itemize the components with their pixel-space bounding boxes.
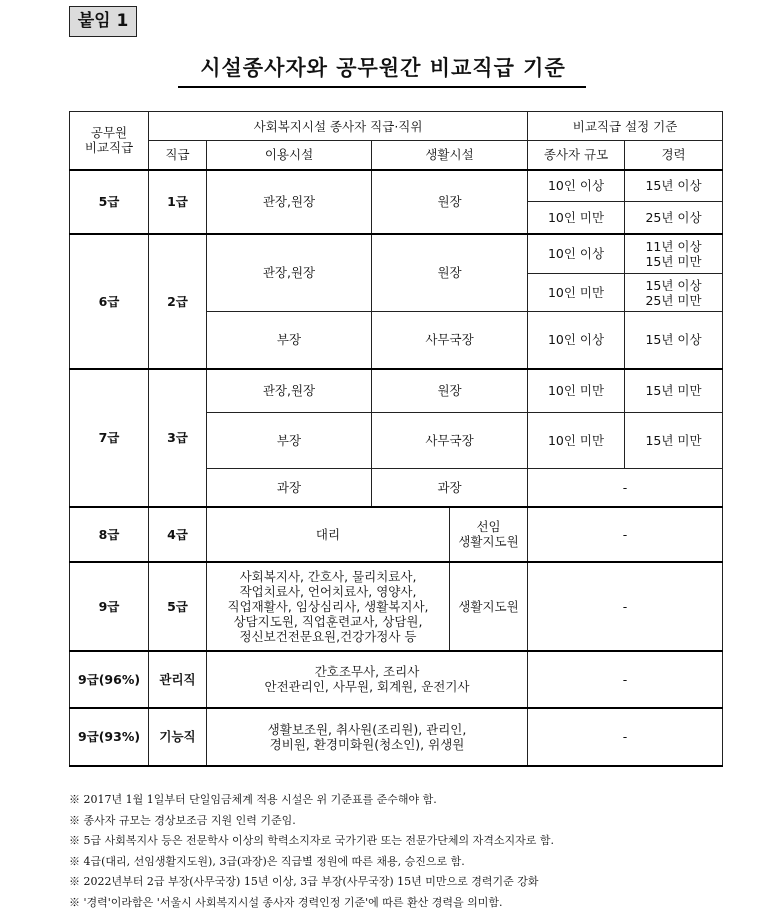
career-cell: 15년 미만 <box>625 413 723 469</box>
staff-size-cell: 10인 미만 <box>528 413 625 469</box>
footnotes <box>69 790 759 913</box>
living-facility-cell: 생활지도원 <box>450 562 528 651</box>
grade-cell: 6급 <box>70 234 149 369</box>
standard-dash-cell: - <box>528 562 723 651</box>
use-facility-cell: 부장 <box>207 413 372 469</box>
rank-cell: 3급 <box>149 369 207 507</box>
staff-size-cell: 10인 이상 <box>528 312 625 369</box>
standard-dash-cell: - <box>528 651 723 708</box>
rank-cell: 2급 <box>149 234 207 369</box>
footnote: ※ 4급(대리, 선임생활지도원), 3급(과장)은 직급별 정원에 따른 채용, 승진으로 함. <box>69 852 759 873</box>
living-facility-cell: 원장 <box>372 170 528 234</box>
grade-cell: 9급 <box>70 562 149 651</box>
living-facility-cell: 사무국장 <box>372 312 528 369</box>
grade-cell: 9급(96%) <box>70 651 149 708</box>
living-facility-cell: 원장 <box>372 369 528 413</box>
rank-cell: 기능직 <box>149 708 207 766</box>
attachment-badge: 붙임 1 <box>69 6 137 37</box>
career-cell: 25년 이상 <box>625 202 723 234</box>
grade-comparison-table <box>69 111 723 767</box>
use-facility-cell: 관장,원장 <box>207 170 372 234</box>
footnote: ※ 2022년부터 2급 부장(사무국장) 15년 이상, 3급 부장(사무국장) 15년 미만으로 경력기준 강화 <box>69 872 759 893</box>
staff-size-cell: 10인 미만 <box>528 274 625 312</box>
career-cell: 15년 미만 <box>625 369 723 413</box>
living-facility-cell: 과장 <box>372 469 528 507</box>
grade-cell: 9급(93%) <box>70 708 149 766</box>
use-facility-cell: 과장 <box>207 469 372 507</box>
standard-dash-cell: - <box>528 469 723 507</box>
living-facility-cell: 선임 생활지도원 <box>450 507 528 562</box>
grade-cell: 5급 <box>70 170 149 234</box>
grade-cell: 8급 <box>70 507 149 562</box>
header-staff-size: 종사자 규모 <box>528 141 625 170</box>
use-facility-cell: 사회복지사, 간호사, 물리치료사, 작업치료사, 언어치료사, 영양사, 직업재활사, 임상심리사, 생활복지사, 상담지도원, 직업훈련교사, 상담원, 정신보건전문요원,건강가정사 등 <box>207 562 450 651</box>
career-cell: 15년 이상 <box>625 312 723 369</box>
header-career: 경력 <box>625 141 723 170</box>
jobs-cell: 간호조무사, 조리사 안전관리인, 사무원, 회계원, 운전기사 <box>207 651 528 708</box>
living-facility-cell: 사무국장 <box>372 413 528 469</box>
use-facility-cell: 관장,원장 <box>207 234 372 312</box>
header-standard-group: 비교직급 설정 기준 <box>528 112 723 141</box>
use-facility-cell: 대리 <box>207 507 450 562</box>
career-cell: 11년 이상 15년 미만 <box>625 234 723 274</box>
staff-size-cell: 10인 미만 <box>528 369 625 413</box>
header-rank: 직급 <box>149 141 207 170</box>
staff-size-cell: 10인 미만 <box>528 202 625 234</box>
header-official-grade: 공무원 비교직급 <box>70 112 149 170</box>
living-facility-cell: 원장 <box>372 234 528 312</box>
jobs-cell: 생활보조원, 취사원(조리원), 관리인, 경비원, 환경미화원(청소인), 위생원 <box>207 708 528 766</box>
title-underline <box>178 86 586 88</box>
rank-cell: 4급 <box>149 507 207 562</box>
standard-dash-cell: - <box>528 708 723 766</box>
career-cell: 15년 이상 <box>625 170 723 202</box>
staff-size-cell: 10인 이상 <box>528 234 625 274</box>
rank-cell: 관리직 <box>149 651 207 708</box>
staff-size-cell: 10인 이상 <box>528 170 625 202</box>
footnote: ※ 5급 사회복지사 등은 전문학사 이상의 학력소지자로 국가기관 또는 전문가단체의 자격소지자로 함. <box>69 831 759 852</box>
use-facility-cell: 부장 <box>207 312 372 369</box>
rank-cell: 5급 <box>149 562 207 651</box>
career-cell: 15년 이상 25년 미만 <box>625 274 723 312</box>
footnote: ※ 2017년 1월 1일부터 단일임금체계 적용 시설은 위 기준표를 준수해야 함. <box>69 790 759 811</box>
standard-dash-cell: - <box>528 507 723 562</box>
header-living-facility: 생활시설 <box>372 141 528 170</box>
header-facility-group: 사회복지시설 종사자 직급·직위 <box>149 112 528 141</box>
grade-cell: 7급 <box>70 369 149 507</box>
page-title: 시설종사자와 공무원간 비교직급 기준 <box>180 52 586 82</box>
use-facility-cell: 관장,원장 <box>207 369 372 413</box>
footnote: ※ 종사자 규모는 경상보조금 지원 인력 기준임. <box>69 811 759 832</box>
footnote: ※ '경력'이라함은 '서울시 사회복지시설 종사자 경력인정 기준'에 따른 환산 경력을 의미함. <box>69 893 759 913</box>
rank-cell: 1급 <box>149 170 207 234</box>
header-use-facility: 이용시설 <box>207 141 372 170</box>
